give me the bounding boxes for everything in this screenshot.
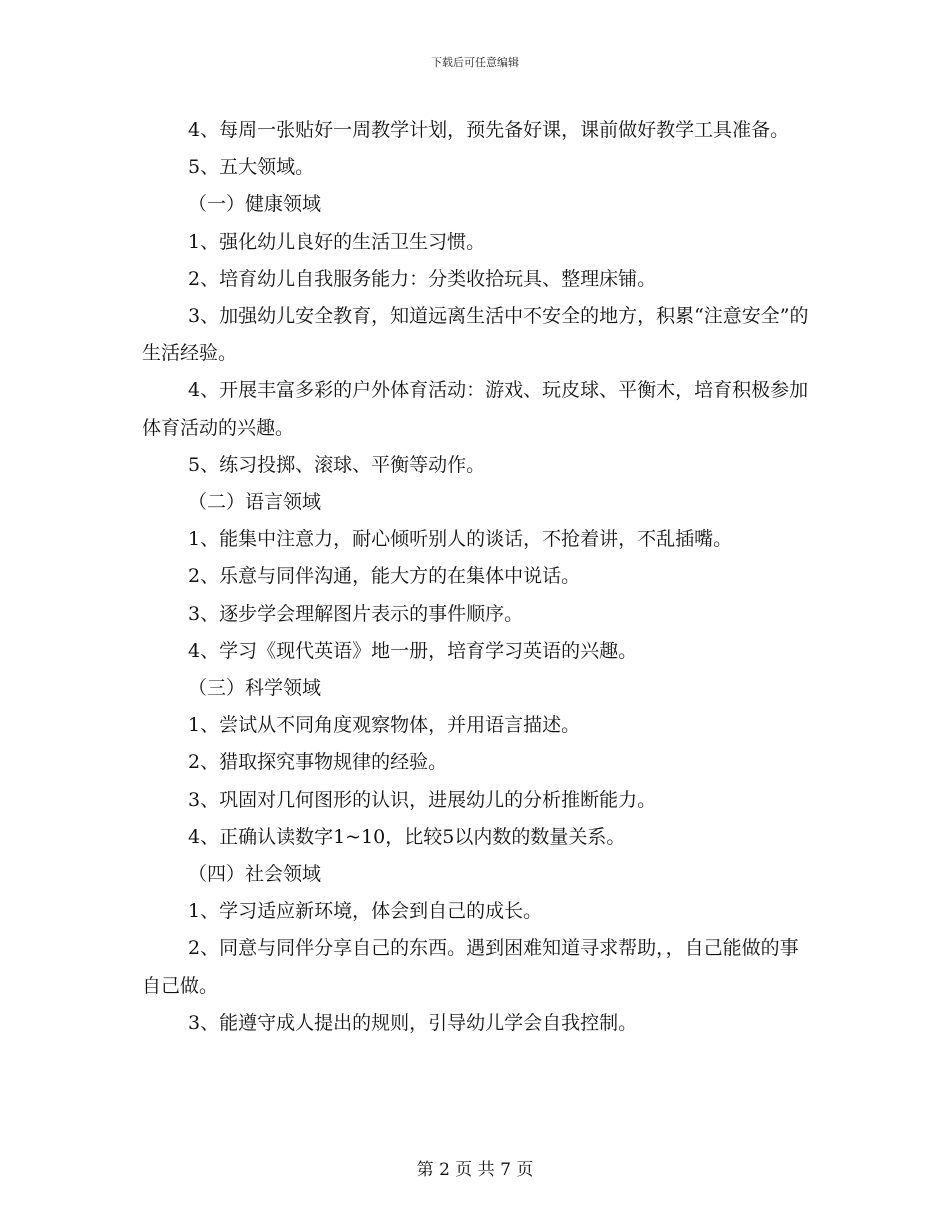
paragraph: 5、练习投掷、滚球、平衡等动作。 [188,453,486,476]
section-heading: （二）语言领域 [188,491,322,514]
section-heading: （三）科学领域 [188,677,322,700]
paragraph: 1、强化幼儿良好的生活卫生习惯。 [188,230,486,253]
paragraph: 3、加强幼儿安全教育，知道远离生活中不安全的地方，积累“注意安全”的生活经验。 [142,305,809,365]
paragraph: 4、开展丰富多彩的户外体育活动：游戏、玩皮球、平衡木，培育积极参加体育活动的兴趣。 [142,379,809,439]
paragraph: 4、正确认读数字1~10，比较5以内数的数量关系。 [188,825,626,848]
paragraph: 3、逐步学会理解图片表示的事件顺序。 [188,602,524,625]
paragraph: 2、猎取探究事物规律的经验。 [188,751,448,774]
paragraph: 2、乐意与同伴沟通，能大方的在集体中说话。 [188,565,581,588]
paragraph: 3、能遵守成人提出的规则，引导幼儿学会自我控制。 [188,1011,638,1034]
paragraph: 5、五大领域。 [188,156,315,179]
paragraph: 2、同意与同伴分享自己的东西。遇到困难知道寻求帮助，，自己能做的事自己做。 [142,937,799,997]
paragraph: 4、学习《现代英语》地一册，培育学习英语的兴趣。 [188,639,638,662]
paragraph: 3、巩固对几何图形的认识，进展幼儿的分析推断能力。 [188,788,657,811]
document-body [142,112,812,1042]
paragraph: 1、能集中注意力，耐心倾听别人的谈话，不抢着讲，不乱插嘴。 [188,528,733,551]
paragraph: 1、学习适应新环境，体会到自己的成长。 [188,900,543,923]
paragraph: 2、培育幼儿自我服务能力：分类收拾玩具、整理床铺。 [188,267,657,290]
paragraph: 1、尝试从不同角度观察物体，并用语言描述。 [188,714,581,737]
page-footer: 第 2 页 共 7 页 [416,1160,534,1180]
page-header: 下载后可任意编辑 [431,56,519,69]
paragraph: 4、每周一张贴好一周教学计划，预先备好课，课前做好教学工具准备。 [188,119,790,141]
section-heading: （一）健康领域 [188,193,322,216]
section-heading: （四）社会领域 [188,863,322,886]
